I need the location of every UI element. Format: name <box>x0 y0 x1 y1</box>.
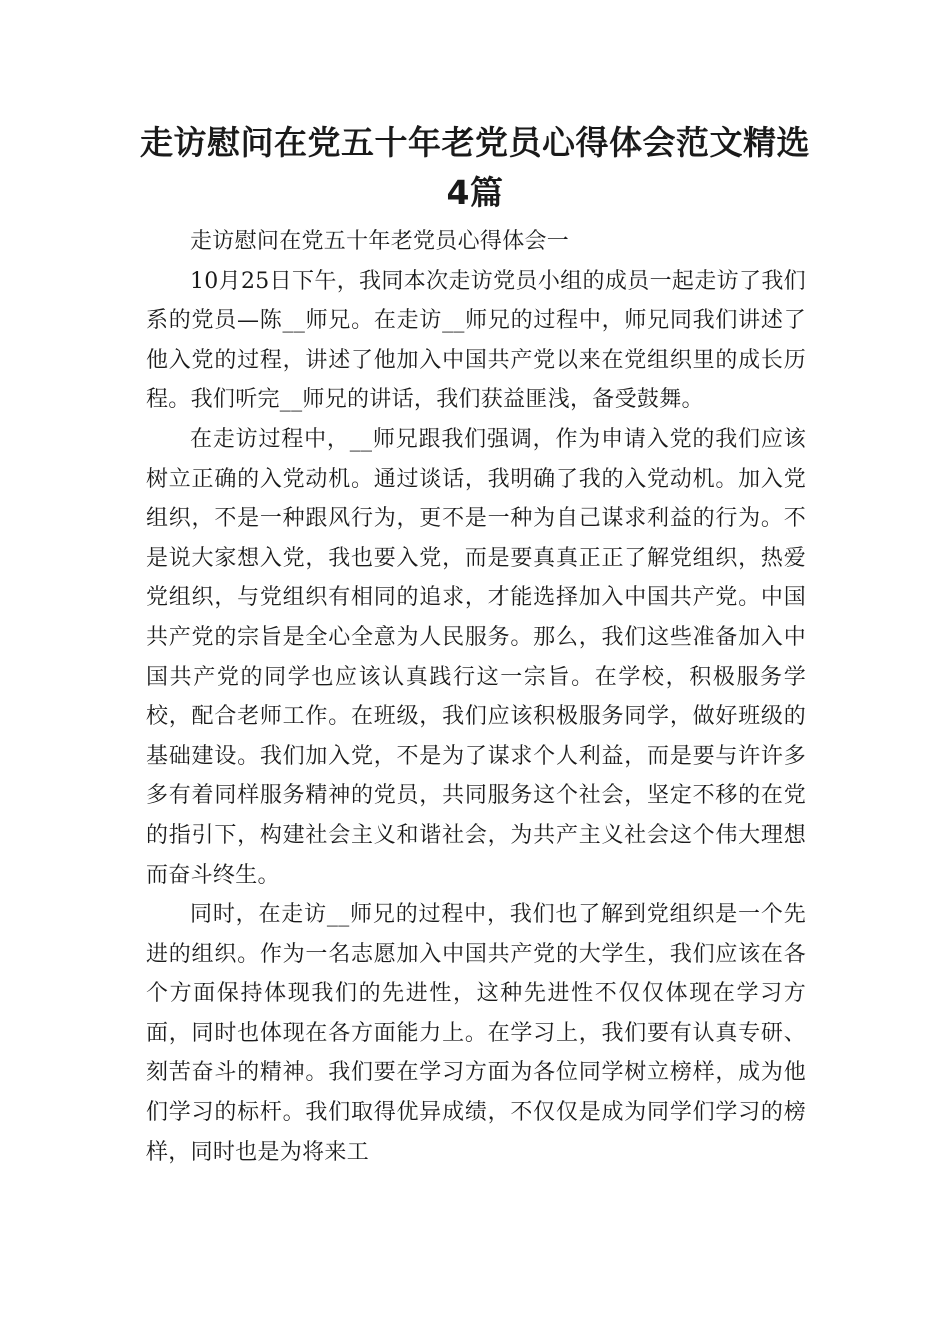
paragraph: 同时，在走访__师兄的过程中，我们也了解到党组织是一个先进的组织。作为一名志愿加入中国共产党的大学生，我们应该在各个方面保持体现我们的先进性，这种先进性不仅仅体现在学习方面，同时也体现在各方面能力上。在学习上，我们要有认真专研、刻苦奋斗的精神。我们要在学习方面为各位同学树立榜样，成为他们学习的标杆。我们取得优异成绩，不仅仅是成为同学们学习的榜样，同时也是为将来工 <box>146 902 806 1165</box>
document-body <box>146 222 806 1172</box>
section-heading: 走访慰问在党五十年老党员心得体会一 <box>190 229 570 254</box>
paragraph: 在走访过程中，__师兄跟我们强调，作为申请入党的我们应该树立正确的入党动机。通过谈话，我明确了我的入党动机。加入党组织，不是一种跟风行为，更不是一种为自己谋求利益的行为。不是说大家想入党，我也要入党，而是要真真正正了解党组织，热爱党组织，与党组织有相同的追求，才能选择加入中国共产党。中国共产党的宗旨是全心全意为人民服务。那么，我们这些准备加入中国共产党的同学也应该认真践行这一宗旨。在学校，积极服务学校，配合老师工作。在班级，我们应该积极服务同学，做好班级的基础建设。我们加入党，不是为了谋求个人利益，而是要与许许多多有着同样服务精神的党员，共同服务这个社会，坚定不移的在党的指引下，构建社会主义和谐社会，为共产主义社会这个伟大理想而奋斗终生。 <box>146 426 806 888</box>
paragraph: 10月25日下午，我同本次走访党员小组的成员一起走访了我们系的党员—陈__师兄。在走访__师兄的过程中，师兄同我们讲述了他入党的过程，讲述了他加入中国共产党以来在党组织里的成长历程。我们听完__师兄的讲话，我们获益匪浅，备受鼓舞。 <box>146 268 806 413</box>
document-title: 走访慰问在党五十年老党员心得体会范文精选4篇 <box>140 123 810 212</box>
